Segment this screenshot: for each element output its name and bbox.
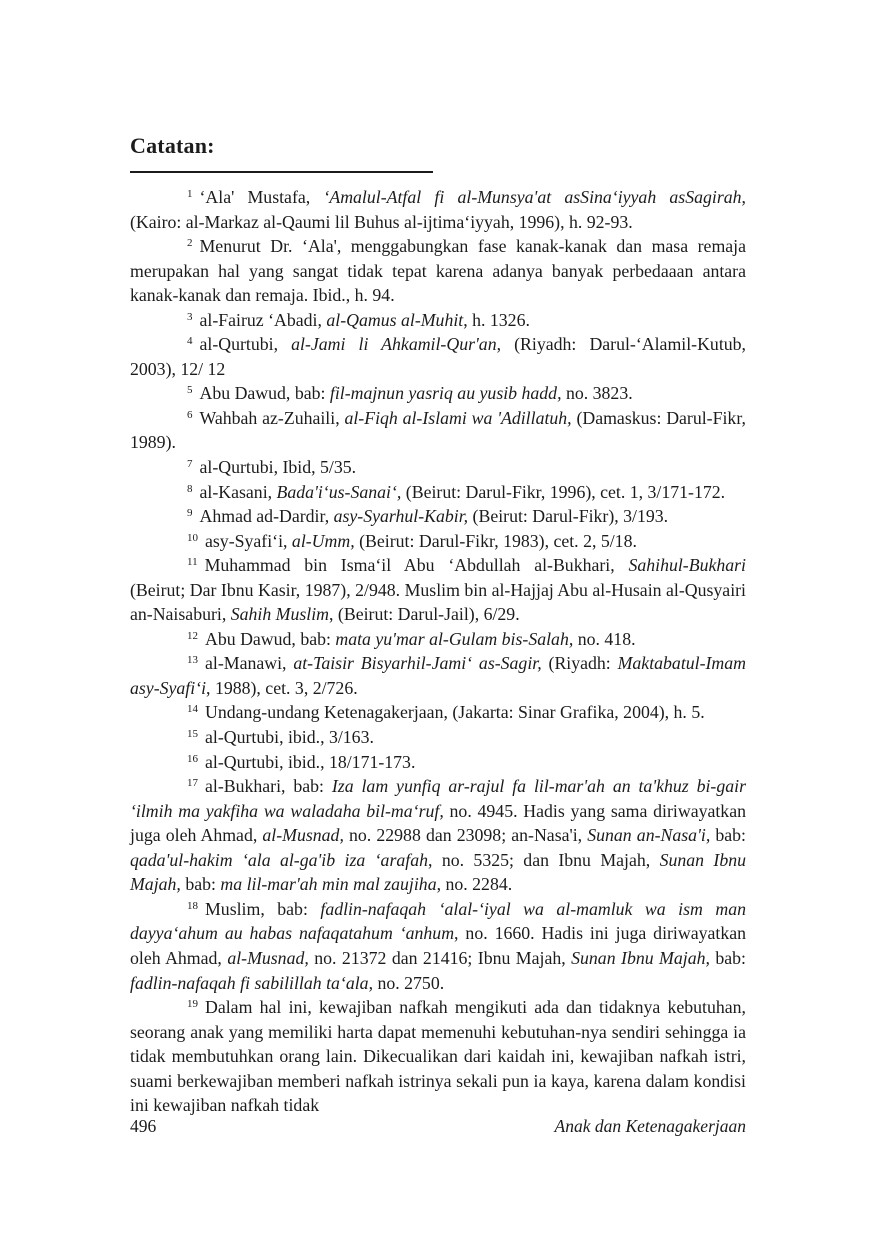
footnote-number: 19 <box>187 998 198 1011</box>
footnote-number: 18 <box>187 899 198 912</box>
note-text: no. 2750. <box>373 972 445 993</box>
footnote <box>130 651 746 700</box>
note-text: (Beirut: Darul-Fikr, 1983), cet. 2, 5/18. <box>354 530 637 551</box>
footnote-number: 1 <box>187 188 193 200</box>
note-italic-text: Sahih Muslim <box>230 604 330 625</box>
note-text: bab: <box>710 825 747 846</box>
note-text: (Riyadh: <box>541 653 618 674</box>
note-text: Dalam hal ini, kewajiban nafkah mengikuti ada dan tidaknya kebutuhan, seorang anak yang memiliki harta dapat memenuhi kebutuhan-nya sendiri sehingga ia tidak membutuhkan orang lain. Dikecualikan dari kaidah ini, kewajiban nafkah istri, suami berkewajiban memberi nafkah istrinya sekali pun ia kaya, karena dalam kondisi ini kewajiban nafkah tidak <box>130 997 746 1116</box>
note-text: , no. 1660. Hadis ini juga diriwayatkan oleh Ahmad, <box>130 923 746 968</box>
footnote-number: 10 <box>187 531 198 544</box>
note-italic-text: ‘Amalul-Atfal fi al-Munsya'at asSina‘iyyah asSagirah <box>323 187 742 207</box>
page-footer <box>130 1116 746 1137</box>
note-italic-text: fil-majnun yasriq au yusib hadd, <box>329 383 562 404</box>
note-italic-text: fadlin-nafaqah fi sabilillah ta‘ala, <box>130 972 374 993</box>
note-text: Abu Dawud, bab: <box>205 628 336 649</box>
footnote <box>130 234 746 308</box>
note-text: al-Qurtubi, <box>199 334 292 355</box>
note-text: bab: <box>709 947 746 968</box>
footnote-number: 14 <box>187 703 198 716</box>
running-title: Anak dan Ketenagakerjaan <box>554 1116 746 1136</box>
footnote <box>130 725 746 750</box>
footnote-number: 3 <box>187 310 193 323</box>
footnote-number: 13 <box>187 654 198 667</box>
footnote <box>130 529 746 554</box>
footnote-number: 12 <box>187 629 198 642</box>
footnote <box>130 700 746 725</box>
note-italic-text: qada'ul-hakim ‘ala al-ga'ib iza ‘arafah <box>130 849 428 870</box>
note-text: no. 4945. Hadis yang sama diriwayatkan juga oleh Ahmad, <box>130 800 746 846</box>
note-text: Undang-undang Ketenagakerjaan, (Jakarta: Sinar Grafika, 2004), h. 5. <box>205 702 705 723</box>
notes-list <box>130 185 746 1118</box>
footnote-number: 6 <box>187 408 193 421</box>
note-text: (Damaskus: Darul-Fikr, 1989). <box>130 407 746 453</box>
page-number: 496 <box>130 1116 157 1136</box>
footnote-number: 7 <box>187 458 193 471</box>
note-italic-text: ma lil-mar'ah min mal zaujiha <box>220 874 437 895</box>
footnote-number: 2 <box>187 237 193 250</box>
footnote-number: 11 <box>187 556 198 569</box>
note-italic-text: Sunan an-Nasa'i, <box>587 825 711 846</box>
note-text: (Beirut: Darul-Fikr), 3/193. <box>468 506 669 527</box>
note-text: Wahbah az-Zuhaili, <box>199 407 345 428</box>
footnote-number: 8 <box>187 482 193 495</box>
note-text: , no. 5325; dan Ibnu Majah, <box>428 849 660 870</box>
note-text: ‘Ala' Mustafa, <box>199 187 324 207</box>
footnote <box>130 185 746 234</box>
note-text: Muslim, bab: <box>205 898 321 919</box>
note-text: asy-Syafi‘i, <box>205 530 292 551</box>
footnote <box>130 332 746 381</box>
footnote-number: 15 <box>187 728 198 741</box>
note-italic-text: al-Musnad, <box>227 947 309 968</box>
note-italic-text: mata yu'mar al-Gulam bis-Salah, <box>335 628 574 649</box>
note-italic-text: Maktabatul-Imam asy-Syafi‘i <box>130 653 747 698</box>
footnote <box>130 995 746 1118</box>
footnote <box>130 750 746 775</box>
footnote-number: 17 <box>187 777 198 790</box>
note-text: al-Fairuz ‘Abadi, <box>199 309 327 330</box>
footnote-number: 16 <box>187 752 198 765</box>
note-italic-text: al-Musnad, <box>262 825 344 846</box>
footnote <box>130 553 746 627</box>
note-italic-text: Sunan Ibnu Majah, <box>130 849 747 895</box>
note-italic-text: fadlin-nafaqah ‘alal-‘iyal wa al-mamluk wa ism man dayya‘ahum au habas nafaqatahum ‘anhum <box>130 898 746 944</box>
note-italic-text: Sunan Ibnu Majah, <box>571 947 710 968</box>
footnote <box>130 406 746 455</box>
note-text: Ahmad ad-Dardir, <box>199 506 334 527</box>
footnote-number: 9 <box>187 507 193 520</box>
note-italic-text: al-Umm, <box>291 530 355 551</box>
footnote <box>130 480 746 505</box>
note-text: no. 3823. <box>561 383 633 404</box>
note-italic-text: asy-Syarhul-Kabir, <box>333 506 469 527</box>
note-text: al-Kasani, <box>199 481 277 502</box>
footnote-number: 4 <box>187 335 193 348</box>
note-text: no. 418. <box>573 628 636 649</box>
note-italic-text: al-Jami li Ahkamil-Qur'an <box>291 334 497 355</box>
note-italic-text: al-Fiqh al-Islami wa 'Adillatuh, <box>344 407 572 428</box>
footnote <box>130 627 746 652</box>
footnote-separator-line <box>130 171 433 173</box>
note-text: , (Kairo: al-Markaz al-Qaumi lil Buhus al-ijtima‘iyyah, 1996), h. 92-93. <box>130 187 746 232</box>
footnote <box>130 504 746 529</box>
note-text: no. 22988 dan 23098; an-Nasa'i, <box>343 825 588 846</box>
notes-heading: Catatan: <box>130 133 215 158</box>
note-text: , 1988), cet. 3, 2/726. <box>206 677 358 698</box>
note-text: Menurut Dr. ‘Ala', menggabungkan fase kanak-kanak dan masa remaja merupakan hal yang sangat tidak tepat karena adanya banyak perbedaaan antara kanak-kanak dan remaja. Ibid., h. 94. <box>130 236 746 306</box>
note-text: al-Qurtubi, ibid., 18/171-173. <box>205 751 416 772</box>
note-text: bab: <box>180 874 221 895</box>
footnote <box>130 381 746 406</box>
note-text: , no. 2284. <box>436 874 513 895</box>
note-text: , (Riyadh: Darul-‘Alamil-Kutub, 2003), 12/ 12 <box>130 334 746 379</box>
footnote <box>130 455 746 480</box>
note-text: Abu Dawud, bab: <box>199 383 330 404</box>
note-italic-text: Sahihul-Bukhari <box>628 555 746 576</box>
note-text: al-Bukhari, bab: <box>205 776 332 797</box>
note-text: no. 21372 dan 21416; Ibnu Majah, <box>308 947 572 968</box>
note-text: , (Beirut: Darul-Jail), 6/29. <box>329 604 520 625</box>
note-italic-text: Iza lam yunfiq ar-rajul fa lil-mar'ah an ta'khuz bi-gair ‘ilmih ma yakfiha wa waladaha bil-ma‘ruf, <box>130 776 746 821</box>
note-italic-text: at-Taisir Bisyarhil-Jami‘ as-Sagir, <box>293 653 542 674</box>
note-text: (Beirut; Dar Ibnu Kasir, 1987), 2/948. Muslim bin al-Hajjaj Abu al-Husain al-Qusyairi an-Naisaburi, <box>130 579 746 625</box>
note-italic-text: Bada'i‘us-Sanai‘, <box>276 481 402 502</box>
footnote <box>130 774 746 897</box>
note-text: al-Qurtubi, Ibid, 5/35. <box>199 457 357 478</box>
note-text: Muhammad bin Isma‘il Abu ‘Abdullah al-Bukhari, <box>204 555 629 576</box>
footnote <box>130 897 746 995</box>
footnote-number: 5 <box>187 384 193 397</box>
note-text: al-Manawi, <box>205 653 294 674</box>
note-italic-text: al-Qamus al-Muhit <box>326 309 464 330</box>
note-text: al-Qurtubi, ibid., 3/163. <box>205 727 374 748</box>
note-text: , h. 1326. <box>463 309 530 330</box>
note-text: (Beirut: Darul-Fikr, 1996), cet. 1, 3/171-172. <box>401 481 726 502</box>
footnote <box>130 308 746 333</box>
